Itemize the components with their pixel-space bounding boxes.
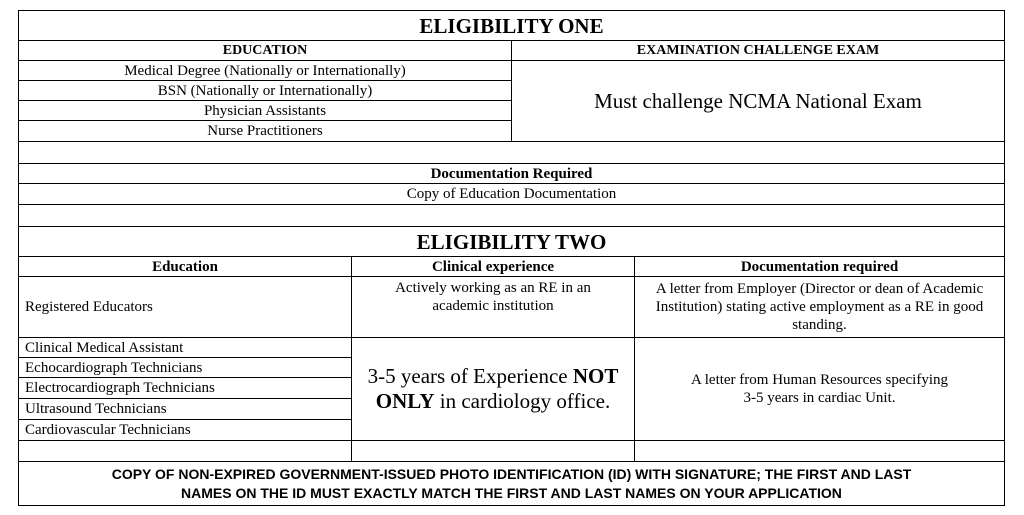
experience-bold-only: ONLY	[375, 389, 435, 413]
experience-requirement	[351, 337, 635, 441]
education-item-cardiovascular: Cardiovascular Technicians	[18, 419, 352, 441]
blank-cell-clinical	[351, 440, 635, 462]
experience-part-2: in cardiology office.	[434, 389, 611, 413]
photo-id-line-2: NAMES ON THE ID MUST EXACTLY MATCH THE FIRST AND LAST NAMES ON YOUR APPLICATION	[181, 484, 842, 501]
col-header-documentation: Documentation required	[634, 256, 1005, 277]
documentation-required-header: Documentation Required	[18, 163, 1005, 184]
experience-part-1: 3-5 years of Experience	[367, 364, 573, 388]
blank-cell-documentation	[634, 440, 1005, 462]
education-header: EDUCATION	[18, 40, 512, 61]
documentation-required-text: Copy of Education Documentation	[18, 183, 1005, 205]
eligibility-two-title: ELIGIBILITY TWO	[18, 226, 1005, 257]
photo-id-line-1: COPY OF NON-EXPIRED GOVERNMENT-ISSUED PHOTO IDENTIFICATION (ID) WITH SIGNATURE; THE FIRST AND LAST	[111, 465, 912, 482]
exam-text: Must challenge NCMA National Exam	[511, 60, 1005, 142]
registered-educators-clinical: Actively working as an RE in an academic institution	[351, 276, 635, 338]
photo-id-requirement	[18, 461, 1005, 506]
hr-letter-line-1: A letter from Human Resources specifying	[690, 372, 948, 388]
education-item-ultrasound: Ultrasound Technicians	[18, 398, 352, 420]
experience-requirement-text	[368, 364, 619, 414]
education-item-bsn: BSN (Nationally or Internationally)	[18, 80, 512, 101]
education-item-medical-degree: Medical Degree (Nationally or Internationally)	[18, 60, 512, 81]
education-item-nurse-practitioners: Nurse Practitioners	[18, 120, 512, 142]
exam-header: EXAMINATION CHALLENGE EXAM	[511, 40, 1005, 61]
col-header-education: Education	[18, 256, 352, 277]
hr-letter-text	[691, 371, 948, 407]
blank-row-2	[18, 204, 1005, 227]
education-item-physician-assistants: Physician Assistants	[18, 100, 512, 121]
blank-row-1	[18, 141, 1005, 164]
col-header-clinical: Clinical experience	[351, 256, 635, 277]
registered-educators: Registered Educators	[18, 276, 352, 338]
photo-id-text	[112, 465, 912, 503]
hr-letter-line-2: 3-5 years in cardiac Unit.	[743, 390, 896, 406]
registered-educators-documentation: A letter from Employer (Director or dean of Academic Institution) stating active employment as a RE in good standing.	[634, 276, 1005, 338]
education-item-electrocardiograph: Electrocardiograph Technicians	[18, 377, 352, 399]
education-item-echocardiograph: Echocardiograph Technicians	[18, 357, 352, 378]
education-item-clinical-medical-assistant: Clinical Medical Assistant	[18, 337, 352, 358]
hr-letter-documentation	[634, 337, 1005, 441]
eligibility-one-title: ELIGIBILITY ONE	[18, 10, 1005, 41]
experience-bold-not: NOT	[572, 364, 619, 388]
blank-cell-education	[18, 440, 352, 462]
